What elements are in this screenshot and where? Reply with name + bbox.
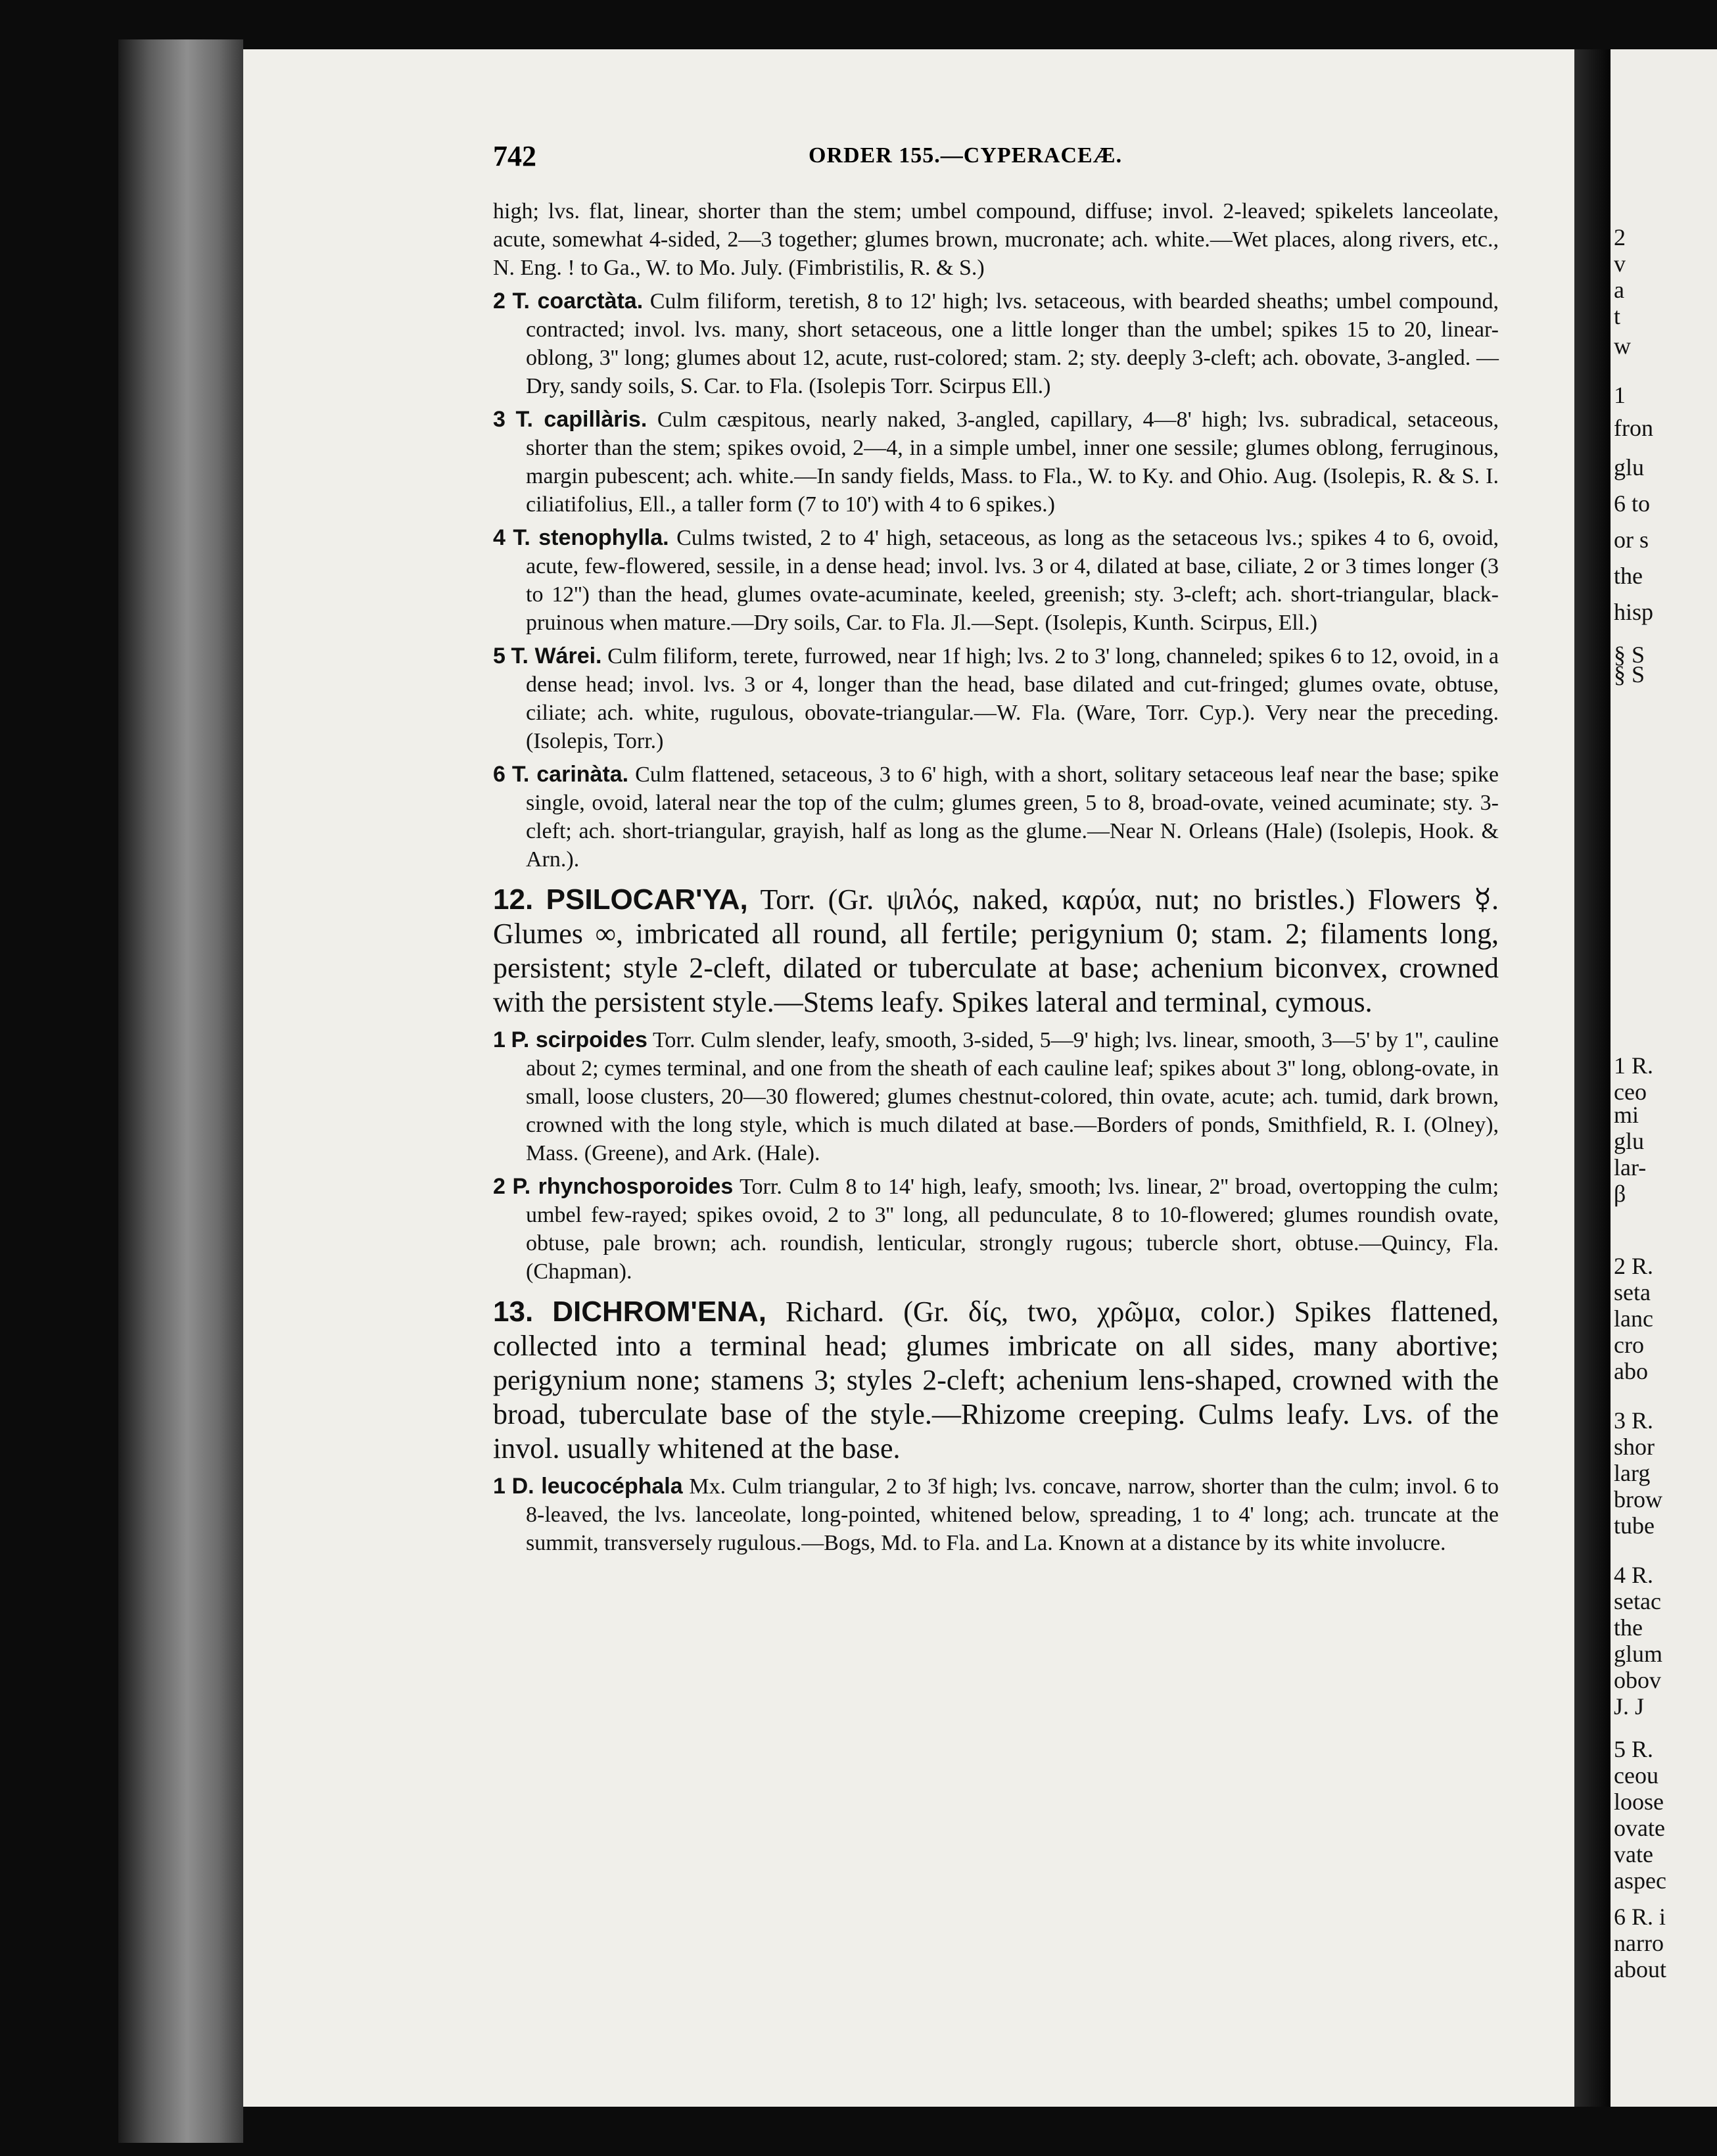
species-description: Culms twisted, 2 to 4' high, setaceous, as long as the setaceous lvs.; spikes 4 to 6, ovoid, acute, few-flowered, sessile, in a dense head; invol. lvs. 3 or 4, dilated at base, ciliate, 2 or 3 times longer (3 to 12'') than the head, glumes ovate-acuminate, keeled, greenish; sty. 3-cleft; ach. short-triangular, black-pruinous when mature.—Dry soils, Car. to Fla. Jl.—Sept. (Isolepis, Kunth. Scirpus, Ell.) [526, 526, 1499, 635]
facing-page-fragment-text: glu [1614, 454, 1645, 480]
facing-page-fragment-text: 5 R. [1614, 1736, 1654, 1762]
psilocarya-species-list [493, 1026, 1499, 1286]
dichromena-species-list [493, 1472, 1499, 1557]
facing-page-fragment-text: 2 [1614, 224, 1626, 250]
species-number: 4 [493, 525, 506, 550]
species-name: T. Wárei. [511, 644, 602, 668]
species-entry [493, 1173, 1499, 1286]
page-number: 742 [493, 140, 536, 172]
genus-description: Richard. (Gr. δίς, two, χρῶμα, color.) Spikes flattened, collected into a terminal head; glumes imbricate on all sides, many abortive; perigynium none; stamens 3; styles 2-cleft; achenium lens-shaped, crowned with the broad, tuberculate base of the style.—Rhizome creeping. Culms leafy. Lvs. of the invol. usually whitened at the base. [493, 1296, 1499, 1465]
species-name: T. stenophylla. [513, 525, 669, 550]
book-spine-edge [118, 39, 243, 2143]
species-description: Culm filiform, terete, furrowed, near 1f high; lvs. 2 to 3' long, channeled; spikes 6 to 12, ovoid, in a dense head; invol. lvs. 3 or 4, longer than the head, base dilated and cut-fringed; glumes ovate, obtuse, ciliate; ach. white, rugulous, obovate-triangular.—W. Fla. (Ware, Torr. Cyp.). Very near the preceding. (Isolepis, Torr.) [526, 644, 1499, 753]
facing-page-fragment-text: abo [1614, 1358, 1648, 1384]
facing-page-fragment-text: 1 [1614, 382, 1626, 408]
facing-page-fragment-text: seta [1614, 1279, 1651, 1305]
page-body [493, 197, 1499, 1562]
running-head: ORDER 155.—CYPERACEÆ. [809, 143, 1123, 168]
species-description: Torr. Culm 8 to 14' high, leafy, smooth; lvs. linear, 2'' broad, overtopping the culm; umbel few-rayed; spikes ovoid, 2 to 3'' long, all pedunculate, 8 to 10-flowered; glumes roundish ovate, obtuse, pale brown; ach. roundish, lenticular, strongly rugous; tubercle short, obtuse.—Quincy, Fla. (Chapman). [526, 1175, 1499, 1284]
species-entry [493, 406, 1499, 519]
facing-page-fragment-text: narro [1614, 1930, 1664, 1956]
facing-page-fragment-text: 3 R. [1614, 1407, 1654, 1434]
facing-page-fragment-text: setac [1614, 1588, 1661, 1614]
facing-page-fragment-text: obov [1614, 1667, 1661, 1693]
facing-page-fragment-text: v [1614, 250, 1626, 277]
genus-dichromena [493, 1295, 1499, 1466]
genus-number: 13. [493, 1296, 534, 1328]
facing-page-fragment-text: or s [1614, 527, 1649, 553]
facing-page-fragment-text: larg [1614, 1460, 1651, 1486]
facing-page-fragment-text: hisp [1614, 599, 1654, 625]
genus-psilocarya [493, 883, 1499, 1019]
facing-page-fragment-text: lar- [1614, 1154, 1647, 1181]
species-name: P. scirpoides [511, 1027, 647, 1052]
facing-page-fragment-text: § S [1614, 642, 1645, 668]
species-entry [493, 1472, 1499, 1557]
facing-page-fragment-text: J. J [1614, 1693, 1645, 1720]
species-number: 6 [493, 762, 506, 787]
species-entry [493, 1026, 1499, 1167]
species-name: T. capillàris. [515, 407, 647, 432]
facing-page-fragment-text: mi [1614, 1102, 1639, 1128]
species-name: D. leucocéphala [511, 1474, 683, 1499]
facing-page-fragment-text: cro [1614, 1332, 1644, 1358]
species-number: 2 [493, 1174, 506, 1199]
facing-page-fragment-text: ceo [1614, 1079, 1647, 1105]
facing-page-fragment-text: lanc [1614, 1305, 1653, 1332]
facing-page-fragment-text: ovate [1614, 1815, 1665, 1841]
genus-number: 12. [493, 883, 534, 916]
species-name: T. carinàta. [511, 762, 629, 787]
species-entry [493, 642, 1499, 755]
genus-description: Torr. (Gr. ψιλός, naked, καρύα, nut; no bristles.) Flowers ☿. Glumes ∞, imbricated all round, all fertile; perigynium 0; stam. 2; filaments long, persistent; style 2-cleft, dilated or tuberculate at base; achenium biconvex, crowned with the persistent style.—Stems leafy. Spikes lateral and terminal, cymous. [493, 883, 1499, 1018]
facing-page-fragment-text: the [1614, 563, 1643, 589]
species-name: T. coarctàta. [512, 289, 644, 314]
genus-name: PSILOCAR'YA, [546, 883, 748, 916]
species-number: 1 [493, 1027, 506, 1052]
facing-page-fragment-text: ceou [1614, 1762, 1658, 1789]
species-entry [493, 524, 1499, 637]
species-name: P. rhynchosporoides [512, 1174, 734, 1199]
book-gutter [1574, 49, 1611, 2107]
facing-page-fragment-text: a [1614, 277, 1624, 303]
species-description: Mx. Culm triangular, 2 to 3f high; lvs. concave, narrow, shorter than the culm; invol. 6 to 8-leaved, the lvs. lanceolate, long-pointed, whitened below, spreading, 1 to 4' long; ach. truncate at the summit, transversely rugulous.—Bogs, Md. to Fla. and La. Known at a distance by its white involucre. [526, 1474, 1499, 1555]
facing-page-fragment-text: 4 R. [1614, 1562, 1654, 1588]
facing-page-fragment-text: 1 R. [1614, 1052, 1654, 1079]
facing-page-fragment-text: fron [1614, 415, 1653, 441]
continuation-paragraph: high; lvs. flat, linear, shorter than the stem; umbel compound, diffuse; invol. 2-leaved; spikelets lanceolate, acute, somewhat 4-sided, 2—3 together; glumes brown, mucronate; ach. white.—Wet places, along rivers, etc., N. Eng. ! to Ga., W. to Mo. July. (Fimbristilis, R. & S.) [493, 199, 1499, 280]
species-number: 5 [493, 644, 506, 668]
facing-page-fragment-text: shor [1614, 1434, 1655, 1460]
facing-page-fragment-text: glum [1614, 1641, 1663, 1667]
facing-page-fragment-text: loose [1614, 1789, 1664, 1815]
facing-page-fragment-text: about [1614, 1956, 1666, 1982]
species-description: Culm flattened, setaceous, 3 to 6' high, with a short, solitary setaceous leaf near the base; spike single, ovoid, lateral near the top of the culm; glumes green, 5 to 8, broad-ovate, veined acuminate; sty. 3-cleft; ach. short-triangular, grayish, half as long as the glume.—Near N. Orleans (Hale) (Isolepis, Hook. & Arn.). [526, 762, 1499, 872]
facing-page-fragment-text: β [1614, 1181, 1626, 1207]
facing-page-fragment-text: brow [1614, 1486, 1662, 1512]
species-number: 3 [493, 407, 506, 432]
species-number: 1 [493, 1474, 506, 1499]
facing-page-fragment-text: tube [1614, 1512, 1655, 1539]
facing-page-fragment-text: 6 R. i [1614, 1904, 1666, 1930]
facing-page-fragment-text: 6 to [1614, 490, 1651, 517]
facing-page-fragment-text: vate [1614, 1841, 1653, 1867]
facing-page-fragment-text: § S [1614, 661, 1645, 688]
facing-page-fragment-text: 2 R. [1614, 1253, 1654, 1279]
species-description: Culm filiform, teretish, 8 to 12' high; lvs. setaceous, with bearded sheaths; umbel compound, contracted; invol. lvs. many, short setaceous, one a little longer than the umbel; spikes 15 to 20, linear-oblong, 3'' long; glumes about 12, acute, rust-colored; stam. 2; sty. deeply 3-cleft; ach. obovate, 3-angled. —Dry, sandy soils, S. Car. to Fla. (Isolepis Torr. Scirpus Ell.) [526, 289, 1499, 398]
species-number: 2 [493, 289, 506, 314]
facing-page-fragment-text: w [1614, 333, 1631, 359]
facing-page-fragment-text: the [1614, 1614, 1643, 1641]
species-description: Torr. Culm slender, leafy, smooth, 3-sided, 5—9' high; lvs. linear, smooth, 3—5' by 1'', cauline about 2; cymes terminal, and one from the sheath of each cauline leaf; spikes about 3'' long, oblong-ovate, in small, loose clusters, 20—30 flowered; glumes chestnut-colored, thin ovate, acute; ach. tumid, dark brown, crowned with the long style, which is much dilated at base.—Borders of ponds, Smithfield, R. I. (Olney), Mass. (Greene), and Ark. (Hale). [526, 1028, 1499, 1165]
species-description: Culm cæspitous, nearly naked, 3-angled, capillary, 4—8' high; lvs. subradical, setaceous, shorter than the stem; spikes ovoid, 2—4, in a simple umbel, inner one sessile; glumes oblong, ferruginous, margin pubescent; ach. white.—In sandy fields, Mass. to Fla., W. to Ky. and Ohio. Aug. (Isolepis, R. & S. I. ciliatifolius, Ell., a taller form (7 to 10') with 4 to 6 spikes.) [526, 408, 1499, 517]
facing-page-fragment-text: t [1614, 303, 1621, 329]
page-header [493, 139, 1505, 179]
species-entry [493, 287, 1499, 400]
species-entry [493, 761, 1499, 874]
genus-name: DICHROM'ENA, [552, 1296, 766, 1328]
facing-page-fragment-text: aspec [1614, 1867, 1666, 1894]
facing-page-fragment-text: glu [1614, 1128, 1645, 1154]
trichelostylis-species-list [493, 287, 1499, 874]
